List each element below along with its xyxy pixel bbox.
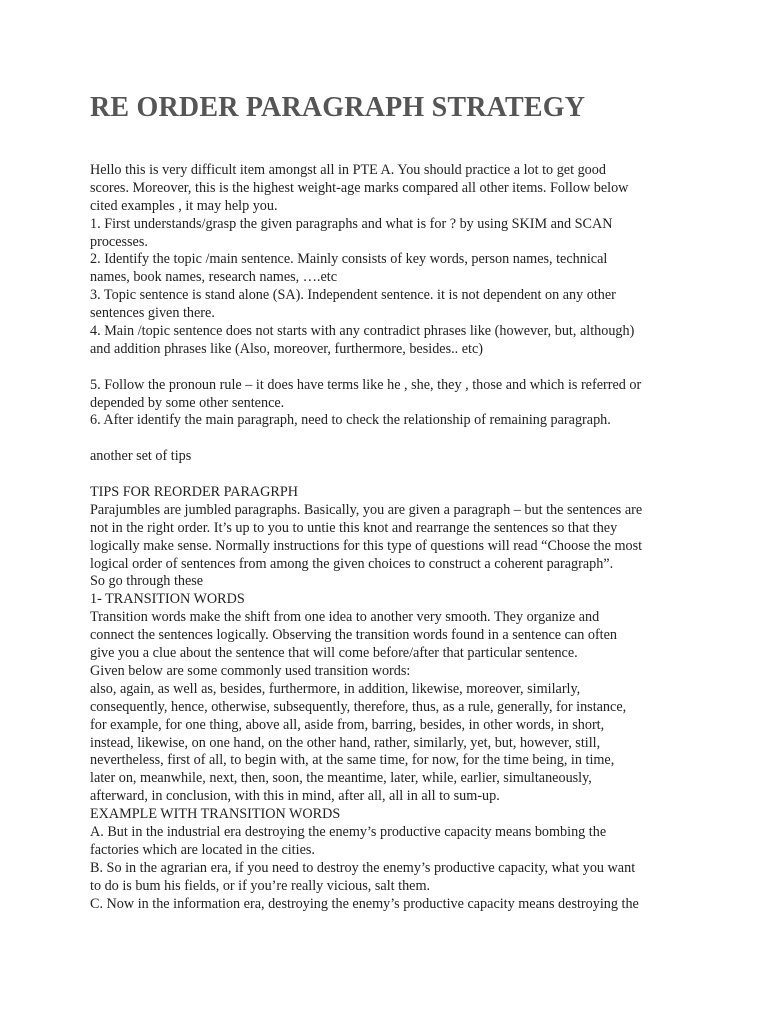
paragraph-gap (90, 466, 690, 484)
text-line: names, book names, research names, ….etc (90, 269, 338, 286)
text-line: C. Now in the information era, destroying the enemy’s productive capacity means destroying the (90, 895, 639, 912)
section-heading: TIPS FOR REORDER PARAGRPH (90, 484, 299, 501)
text-line: sentences given there. (90, 305, 215, 322)
page-title: RE ORDER PARAGRAPH STRATEGY (90, 92, 586, 123)
text-line: later on, meanwhile, next, then, soon, the meantime, later, while, earlier, simultaneously, (90, 770, 592, 787)
text-line: cited examples , it may help you. (90, 197, 278, 214)
text-line: 5. Follow the pronoun rule – it does have terms like he , she, they , those and which is referred or (90, 376, 642, 393)
text-line: logically make sense. Normally instructions for this type of questions will read “Choose the most (90, 537, 643, 554)
text-line: B. So in the agrarian era, if you need to destroy the enemy’s productive capacity, what you want (90, 859, 636, 876)
text-line: factories which are located in the cities. (90, 841, 315, 858)
section-heading: EXAMPLE WITH TRANSITION WORDS (90, 806, 341, 823)
text-line: Transition words make the shift from one idea to another very smooth. They organize and (90, 609, 600, 626)
paragraph-gap (90, 430, 690, 448)
text-line: Parajumbles are jumbled paragraphs. Basically, you are given a paragraph – but the sentences are (90, 501, 643, 518)
text-line: to do is bum his fields, or if you’re really vicious, salt them. (90, 877, 431, 894)
section-heading: 1- TRANSITION WORDS (90, 591, 245, 608)
text-line: give you a clue about the sentence that will come before/after that particular sentence. (90, 645, 578, 662)
text-line: processes. (90, 233, 148, 250)
text-line: also, again, as well as, besides, furthermore, in addition, likewise, moreover, similarly, (90, 680, 581, 697)
text-line: consequently, hence, otherwise, subsequently, therefore, thus, as a rule, generally, for instance, (90, 698, 627, 715)
text-line: Hello this is very difficult item amongst all in PTE A. You should practice a lot to get good (90, 162, 606, 178)
text-line: for example, for one thing, above all, aside from, barring, besides, in other words, in short, (90, 716, 605, 733)
text-line: and addition phrases like (Also, moreover, furthermore, besides.. etc) (90, 340, 484, 357)
document-body (90, 162, 690, 913)
text-line: nevertheless, first of all, to begin with, at the same time, for now, for the time being, in time, (90, 752, 615, 769)
text-line: afterward, in conclusion, with this in mind, after all, all in all to sum-up. (90, 788, 500, 805)
text-line: instead, likewise, on one hand, on the other hand, rather, similarly, yet, but, however, still, (90, 734, 601, 751)
text-line: another set of tips (90, 448, 192, 465)
text-line: logical order of sentences from among the given choices to construct a coherent paragraph”. (90, 555, 614, 572)
text-line: connect the sentences logically. Observing the transition words found in a sentence can often (90, 627, 618, 644)
text-line: 3. Topic sentence is stand alone (SA). Independent sentence. it is not dependent on any other (90, 287, 616, 304)
paragraph-gap (90, 359, 690, 377)
text-line: scores. Moreover, this is the highest weight-age marks compared all other items. Follow below (90, 179, 629, 196)
text-line: not in the right order. It’s up to you to untie this knot and rearrange the sentences so that they (90, 519, 618, 536)
text-line: 2. Identify the topic /main sentence. Mainly consists of key words, person names, technical (90, 251, 608, 268)
text-line: 6. After identify the main paragraph, need to check the relationship of remaining paragraph. (90, 412, 611, 429)
text-line: So go through these (90, 573, 204, 590)
text-line: 4. Main /topic sentence does not starts with any contradict phrases like (however, but, although) (90, 323, 635, 340)
text-line: Given below are some commonly used transition words: (90, 662, 411, 679)
text-line: A. But in the industrial era destroying the enemy’s productive capacity means bombing the (90, 823, 607, 840)
text-line: 1. First understands/grasp the given paragraphs and what is for ? by using SKIM and SCAN (90, 215, 613, 232)
text-line: depended by some other sentence. (90, 394, 285, 411)
